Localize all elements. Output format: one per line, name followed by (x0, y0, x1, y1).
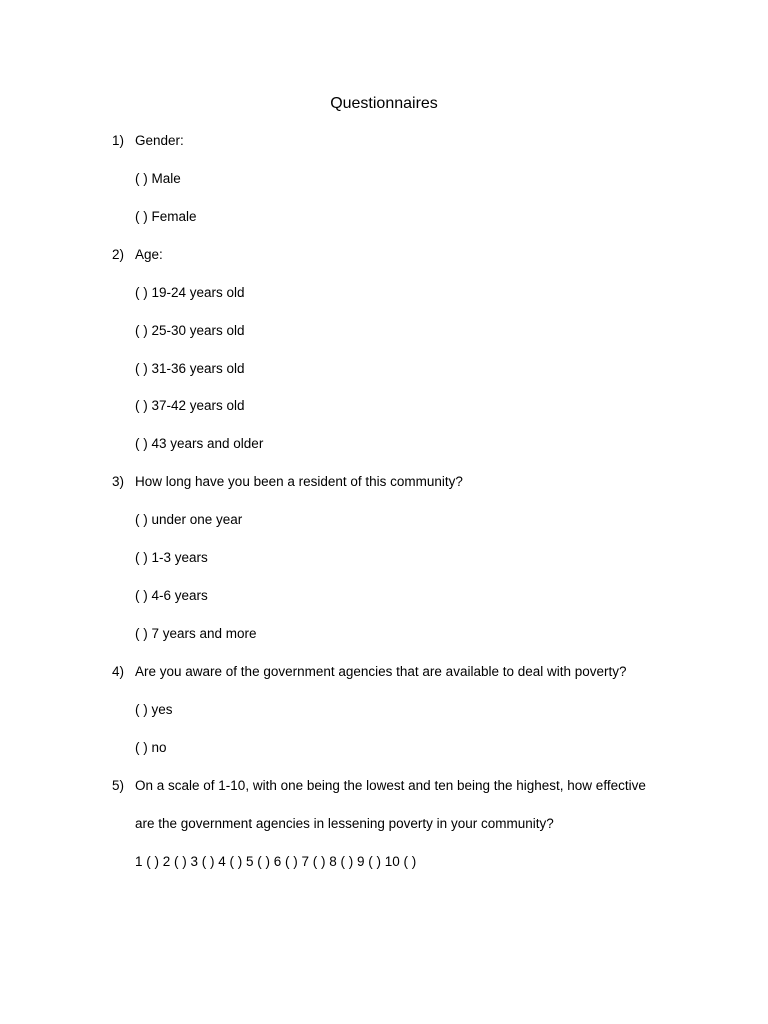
option-label: ( ) 25-30 years old (135, 323, 245, 338)
option-label: ( ) 43 years and older (135, 436, 264, 451)
rating-scale-options: 1 ( ) 2 ( ) 3 ( ) 4 ( ) 5 ( ) 6 ( ) 7 ( ) 8 ( ) 9 ( ) 10 ( ) (135, 854, 417, 869)
option-label: ( ) Male (135, 171, 181, 186)
option-label: ( ) 7 years and more (135, 626, 257, 641)
question-number: 1) (112, 133, 125, 148)
question-text: Gender: (135, 133, 184, 148)
question-text: Are you aware of the government agencies that are available to deal with poverty? (135, 664, 627, 679)
question-text: Age: (135, 247, 163, 262)
option-label: ( ) 37-42 years old (135, 398, 245, 413)
option-label: ( ) 1-3 years (135, 550, 208, 565)
option-label: ( ) under one year (135, 512, 243, 527)
option-label: ( ) 19-24 years old (135, 285, 245, 300)
question-text-continued: are the government agencies in lessening poverty in your community? (135, 816, 554, 831)
option-label: ( ) Female (135, 209, 197, 224)
option-label: ( ) 4-6 years (135, 588, 208, 603)
option-label: ( ) 31-36 years old (135, 361, 245, 376)
option-label: ( ) yes (135, 702, 173, 717)
question-text: How long have you been a resident of this community? (135, 474, 463, 489)
question-number: 5) (112, 778, 125, 793)
question-number: 4) (112, 664, 125, 679)
question-text: On a scale of 1-10, with one being the lowest and ten being the highest, how effective (135, 778, 646, 793)
question-number: 3) (112, 474, 125, 489)
question-number: 2) (112, 247, 125, 262)
option-label: ( ) no (135, 740, 167, 755)
page-title: Questionnaires (330, 95, 438, 112)
